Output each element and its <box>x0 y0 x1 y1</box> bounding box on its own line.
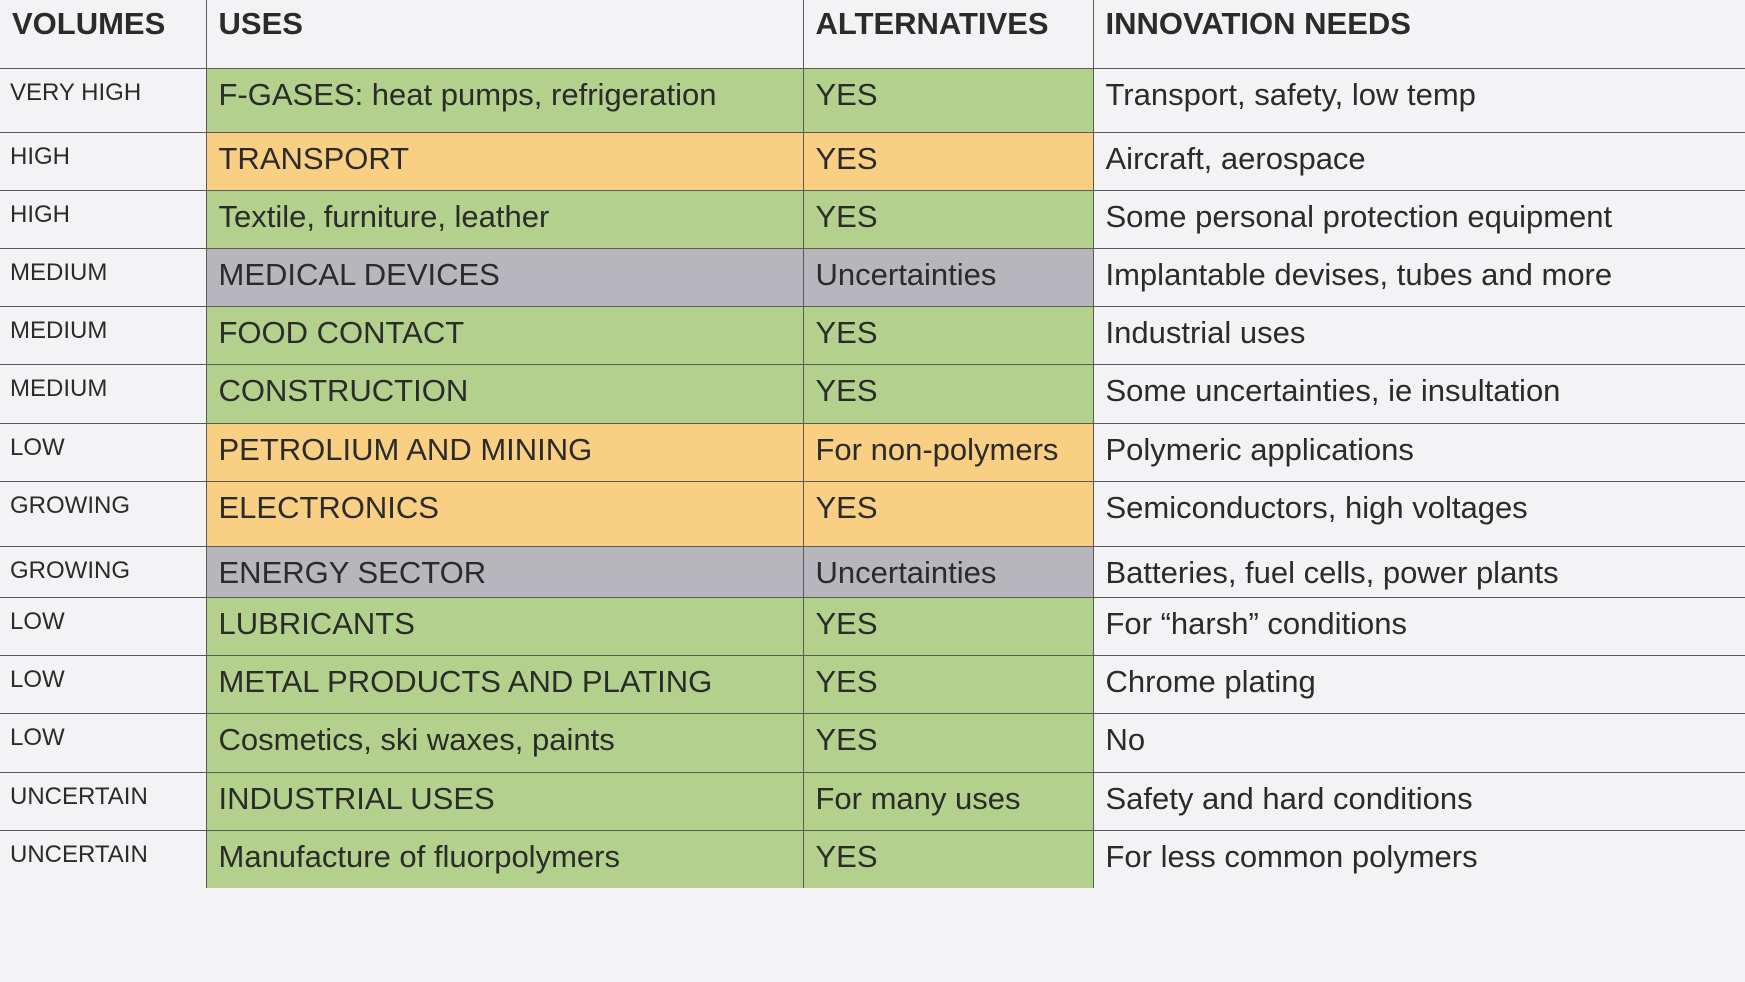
use-cell: ELECTRONICS <box>206 481 803 546</box>
header-alternatives: ALTERNATIVES <box>803 0 1093 68</box>
use-cell: Cosmetics, ski waxes, paints <box>206 713 803 772</box>
header-volumes: VOLUMES <box>0 0 206 68</box>
table-row <box>0 132 1745 190</box>
volume-cell: LOW <box>0 655 206 713</box>
innovation-cell: Polymeric applications <box>1093 423 1745 481</box>
alternative-cell: Uncertainties <box>803 546 1093 597</box>
volume-cell: UNCERTAIN <box>0 830 206 888</box>
table-row <box>0 423 1745 481</box>
table-row <box>0 655 1745 713</box>
alternative-cell: YES <box>803 481 1093 546</box>
table-row <box>0 68 1745 132</box>
innovation-cell: Batteries, fuel cells, power plants <box>1093 546 1745 597</box>
alternative-cell: YES <box>803 190 1093 248</box>
innovation-cell: No <box>1093 713 1745 772</box>
alternative-cell: YES <box>803 713 1093 772</box>
innovation-cell: For “harsh” conditions <box>1093 597 1745 655</box>
use-cell: TRANSPORT <box>206 132 803 190</box>
innovation-cell: For less common polymers <box>1093 830 1745 888</box>
alternative-cell: YES <box>803 655 1093 713</box>
innovation-cell: Chrome plating <box>1093 655 1745 713</box>
alternative-cell: YES <box>803 132 1093 190</box>
header-uses: USES <box>206 0 803 68</box>
alternative-cell: YES <box>803 597 1093 655</box>
alternative-cell: YES <box>803 306 1093 364</box>
innovation-cell: Some personal protection equipment <box>1093 190 1745 248</box>
volume-cell: GROWING <box>0 481 206 546</box>
use-cell: INDUSTRIAL USES <box>206 772 803 830</box>
table-row <box>0 597 1745 655</box>
alternative-cell: YES <box>803 364 1093 423</box>
table-row <box>0 772 1745 830</box>
table-row <box>0 190 1745 248</box>
volume-cell: MEDIUM <box>0 364 206 423</box>
use-cell: F-GASES: heat pumps, refrigeration <box>206 68 803 132</box>
volume-cell: VERY HIGH <box>0 68 206 132</box>
alternative-cell: Uncertainties <box>803 248 1093 306</box>
innovation-cell: Semiconductors, high voltages <box>1093 481 1745 546</box>
use-cell: MEDICAL DEVICES <box>206 248 803 306</box>
alternative-cell: For non-polymers <box>803 423 1093 481</box>
table-row <box>0 306 1745 364</box>
innovation-cell: Safety and hard conditions <box>1093 772 1745 830</box>
use-cell: Textile, furniture, leather <box>206 190 803 248</box>
volume-cell: LOW <box>0 423 206 481</box>
volume-cell: LOW <box>0 597 206 655</box>
header-innovation-needs: INNOVATION NEEDS <box>1093 0 1745 68</box>
use-cell: CONSTRUCTION <box>206 364 803 423</box>
use-cell: FOOD CONTACT <box>206 306 803 364</box>
volume-cell: UNCERTAIN <box>0 772 206 830</box>
volume-cell: MEDIUM <box>0 306 206 364</box>
table-row <box>0 481 1745 546</box>
table-row <box>0 830 1745 888</box>
volume-cell: MEDIUM <box>0 248 206 306</box>
innovation-cell: Transport, safety, low temp <box>1093 68 1745 132</box>
alternative-cell: YES <box>803 830 1093 888</box>
use-cell: PETROLIUM AND MINING <box>206 423 803 481</box>
volume-cell: HIGH <box>0 132 206 190</box>
use-cell: METAL PRODUCTS AND PLATING <box>206 655 803 713</box>
volume-cell: HIGH <box>0 190 206 248</box>
volume-cell: LOW <box>0 713 206 772</box>
header-row <box>0 0 1745 68</box>
alternative-cell: For many uses <box>803 772 1093 830</box>
use-cell: ENERGY SECTOR <box>206 546 803 597</box>
table-row <box>0 248 1745 306</box>
table-row <box>0 546 1745 597</box>
volume-cell: GROWING <box>0 546 206 597</box>
innovation-cell: Implantable devises, tubes and more <box>1093 248 1745 306</box>
use-cell: Manufacture of fluorpolymers <box>206 830 803 888</box>
table-row <box>0 364 1745 423</box>
use-cell: LUBRICANTS <box>206 597 803 655</box>
innovation-cell: Industrial uses <box>1093 306 1745 364</box>
table-row <box>0 713 1745 772</box>
alternative-cell: YES <box>803 68 1093 132</box>
innovation-cell: Some uncertainties, ie insultation <box>1093 364 1745 423</box>
innovation-cell: Aircraft, aerospace <box>1093 132 1745 190</box>
